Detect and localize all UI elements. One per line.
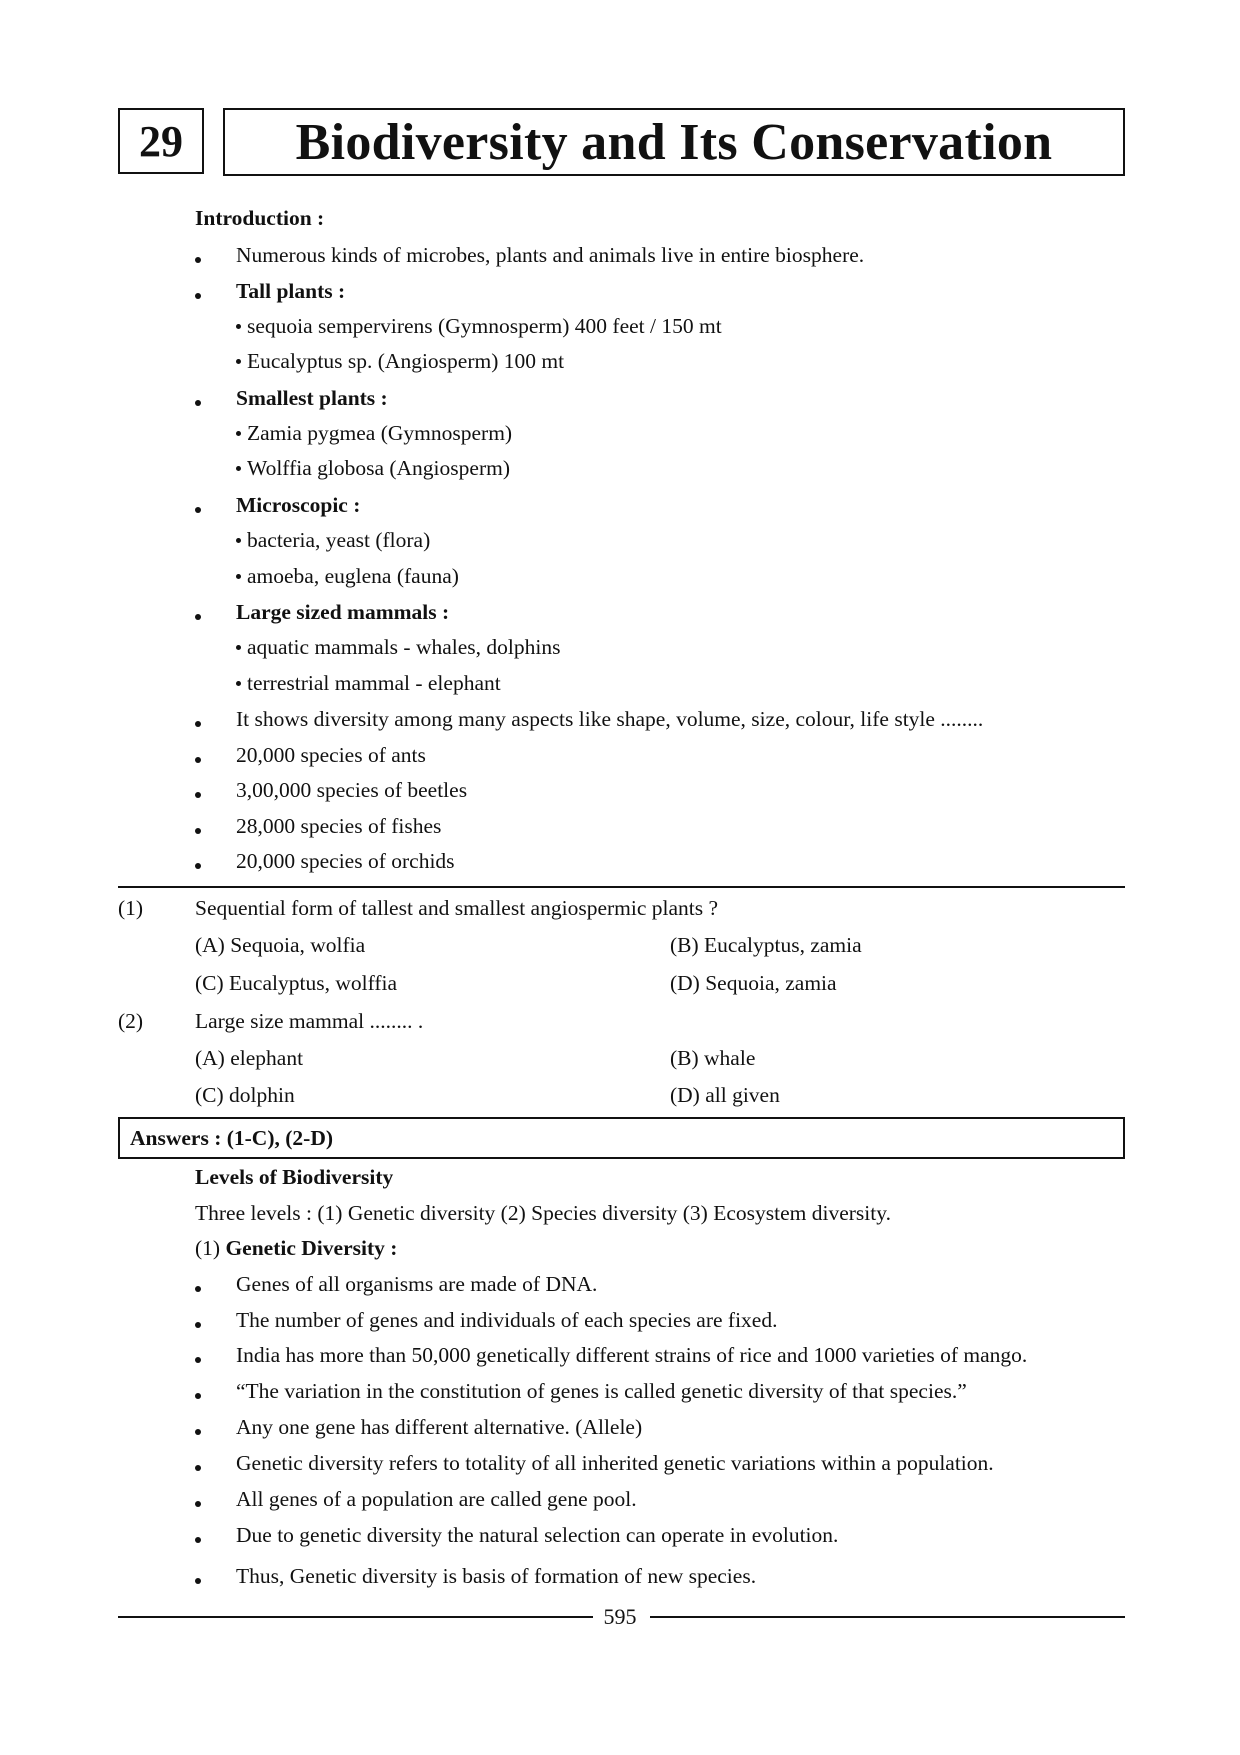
- question-text: Sequential form of tallest and smallest angiospermic plants ?: [195, 896, 719, 920]
- page-number: 595: [603, 1604, 637, 1629]
- intro-line: 20,000 species of ants: [236, 743, 426, 767]
- tall-plants-heading: Tall plants :: [236, 279, 346, 303]
- bullet-icon: [195, 1578, 201, 1584]
- answers-box: Answers : (1-C), (2-D): [118, 1117, 1125, 1159]
- bullet-icon: [195, 1465, 201, 1471]
- small-bullet-icon: [236, 538, 241, 543]
- levels-intro: Three levels : (1) Genetic diversity (2) Species diversity (3) Ecosystem diversity.: [195, 1201, 891, 1225]
- bullet-icon: [195, 792, 201, 798]
- small-bullet-icon: [236, 681, 241, 686]
- intro-line: 3,00,000 species of beetles: [236, 778, 468, 802]
- option: (D) Sequoia, zamia: [670, 971, 837, 995]
- question-text: Large size mammal ........ .: [195, 1009, 424, 1033]
- bullet-icon: [195, 293, 201, 299]
- genetic-point: Thus, Genetic diversity is basis of formation of new species.: [236, 1564, 757, 1588]
- bullet-icon: [195, 257, 201, 263]
- chapter-number: 29: [118, 108, 204, 174]
- microscopic-heading: Microscopic :: [236, 493, 361, 517]
- bullet-icon: [195, 1537, 201, 1543]
- divider: [118, 886, 1125, 888]
- genetic-point: Any one gene has different alternative. (Allele): [236, 1415, 643, 1439]
- bullet-icon: [195, 1501, 201, 1507]
- bullet-icon: [195, 1429, 201, 1435]
- option: (B) whale: [670, 1046, 756, 1070]
- genetic-point: The number of genes and individuals of each species are fixed.: [236, 1308, 778, 1332]
- option: (D) all given: [670, 1083, 780, 1107]
- small-bullet-icon: [236, 324, 241, 329]
- small-bullet-icon: [236, 574, 241, 579]
- sub-item: aquatic mammals - whales, dolphins: [236, 637, 560, 659]
- bullet-icon: [195, 507, 201, 513]
- option: (C) Eucalyptus, wolffia: [195, 971, 398, 995]
- bullet-icon: [195, 757, 201, 763]
- bullet-icon: [195, 614, 201, 620]
- bullet-icon: [195, 1357, 201, 1363]
- small-bullet-icon: [236, 431, 241, 436]
- bullet-icon: [195, 863, 201, 869]
- small-bullet-icon: [236, 359, 241, 364]
- genetic-point: “The variation in the constitution of genes is called genetic diversity of that species.”: [236, 1379, 967, 1403]
- levels-heading: Levels of Biodiversity: [195, 1165, 394, 1189]
- bullet-icon: [195, 1322, 201, 1328]
- option: (A) Sequoia, wolfia: [195, 933, 366, 957]
- question-number: (2): [118, 1009, 144, 1033]
- bullet-icon: [195, 721, 201, 727]
- intro-line: Numerous kinds of microbes, plants and animals live in entire biosphere.: [236, 243, 865, 267]
- mammals-heading: Large sized mammals :: [236, 600, 450, 624]
- option: (A) elephant: [195, 1046, 304, 1070]
- sub-item: terrestrial mammal - elephant: [236, 673, 501, 695]
- smallest-plants-heading: Smallest plants :: [236, 386, 388, 410]
- footer-rule-right: [650, 1616, 1125, 1618]
- genetic-point: Genetic diversity refers to totality of all inherited genetic variations within a population.: [236, 1451, 994, 1475]
- intro-heading: Introduction :: [195, 206, 325, 230]
- intro-line: It shows diversity among many aspects like shape, volume, size, colour, life style ........: [236, 707, 984, 731]
- question-number: (1): [118, 896, 144, 920]
- genetic-point: Due to genetic diversity the natural selection can operate in evolution.: [236, 1523, 839, 1547]
- genetic-heading: (1) Genetic Diversity :: [195, 1236, 398, 1260]
- intro-line: 20,000 species of orchids: [236, 849, 455, 873]
- bullet-icon: [195, 1393, 201, 1399]
- sub-item: Wolffia globosa (Angiosperm): [236, 458, 510, 480]
- bullet-icon: [195, 828, 201, 834]
- genetic-point: India has more than 50,000 genetically different strains of rice and 1000 varieties of mango.: [236, 1343, 1028, 1367]
- bullet-icon: [195, 400, 201, 406]
- intro-line: 28,000 species of fishes: [236, 814, 442, 838]
- chapter-title: Biodiversity and Its Conservation: [223, 108, 1125, 176]
- genetic-point: Genes of all organisms are made of DNA.: [236, 1272, 598, 1296]
- sub-item: amoeba, euglena (fauna): [236, 566, 459, 588]
- bullet-icon: [195, 1286, 201, 1292]
- sub-item: bacteria, yeast (flora): [236, 530, 430, 552]
- option: (C) dolphin: [195, 1083, 295, 1107]
- option: (B) Eucalyptus, zamia: [670, 933, 862, 957]
- small-bullet-icon: [236, 466, 241, 471]
- sub-item: sequoia sempervirens (Gymnosperm) 400 feet / 150 mt: [236, 316, 722, 338]
- sub-item: Eucalyptus sp. (Angiosperm) 100 mt: [236, 351, 564, 373]
- small-bullet-icon: [236, 645, 241, 650]
- genetic-point: All genes of a population are called gene pool.: [236, 1487, 637, 1511]
- sub-item: Zamia pygmea (Gymnosperm): [236, 423, 512, 445]
